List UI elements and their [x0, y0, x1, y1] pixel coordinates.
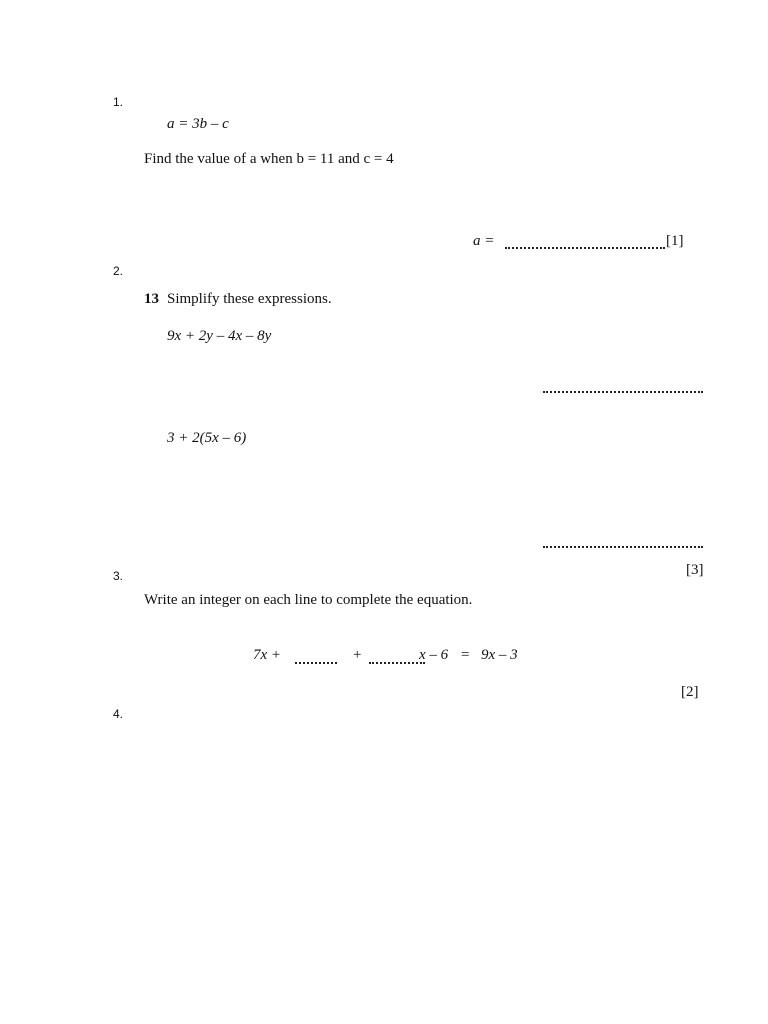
question-2-answer-line-1[interactable]: [543, 391, 703, 393]
question-1-formula: a = 3b – c: [167, 116, 229, 132]
question-2-answer-line-2[interactable]: [543, 546, 703, 548]
question-3-number: 3.: [113, 569, 124, 583]
question-3-blank-1[interactable]: [295, 662, 337, 664]
question-1-answer-line[interactable]: [505, 247, 665, 249]
question-1-answer-label: a =: [473, 233, 495, 249]
question-2-marks: [3]: [686, 562, 704, 578]
question-3-blank-2[interactable]: [369, 662, 425, 664]
question-1-prompt: Find the value of a when b = 11 and c = 4: [144, 151, 394, 167]
question-3-equation-start: 7x +: [253, 647, 282, 663]
question-2-expression-1: 9x + 2y – 4x – 8y: [167, 328, 272, 344]
question-3-equation-plus: +: [353, 647, 362, 663]
question-3-prompt: Write an integer on each line to complete the equation.: [144, 592, 473, 608]
question-3-equation-rest: x – 6: [419, 647, 449, 663]
question-3-marks: [2]: [681, 684, 699, 700]
question-1-number: 1.: [113, 95, 124, 109]
question-2-sub-number: 13: [144, 291, 159, 307]
question-3-equation-equals: =: [461, 647, 470, 663]
question-4-number: 4.: [113, 707, 124, 721]
question-2-prompt: Simplify these expressions.: [167, 291, 332, 307]
question-2-number: 2.: [113, 264, 124, 278]
question-1-marks: [1]: [666, 233, 684, 249]
question-2-expression-2: 3 + 2(5x – 6): [167, 430, 247, 446]
question-3-equation-rhs: 9x – 3: [481, 647, 518, 663]
